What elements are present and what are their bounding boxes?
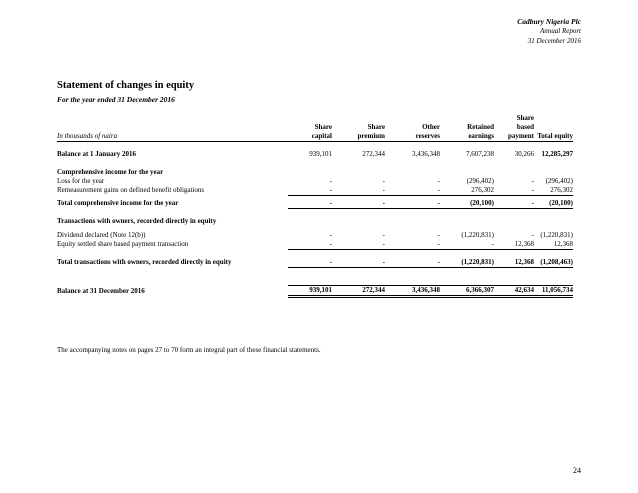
cell: - [531, 176, 534, 185]
row-label: Balance at 1 January 2016 [57, 149, 136, 158]
row-total-comprehensive [57, 199, 573, 209]
col-retained-earnings: Retained earnings [440, 114, 494, 142]
row-label: Total transactions with owners, recorded directly in equity [57, 258, 232, 267]
cell: - [332, 186, 385, 196]
row-loss [57, 177, 573, 186]
row-equity-settled [57, 240, 573, 250]
row-opening-balance [57, 150, 573, 159]
cell: (20,100) [440, 199, 494, 209]
cell: - [288, 258, 332, 268]
col-share-premium: Share premium [332, 114, 385, 142]
cell: (1,220,831) [440, 258, 494, 268]
page-subtitle: For the year ended 31 December 2016 [57, 95, 175, 104]
cell: - [329, 230, 332, 239]
cell: - [332, 240, 385, 250]
page-number: 24 [573, 466, 581, 475]
cell: - [382, 176, 385, 185]
cell: - [437, 176, 440, 185]
cell: 939,101 [309, 149, 332, 158]
cell: 12,285,297 [541, 149, 573, 158]
cell: - [531, 230, 534, 239]
cell: - [385, 240, 440, 250]
equity-statement-table [57, 114, 573, 298]
row-total-transactions [57, 258, 573, 268]
report-date: 31 December 2016 [527, 37, 581, 45]
cell: (1,208,463) [534, 258, 573, 268]
cell: 3,436,348 [385, 286, 440, 297]
section-heading-label: Comprehensive income for the year [57, 167, 164, 176]
cell: 42,634 [494, 286, 534, 297]
cell: - [332, 258, 385, 268]
cell: 272,344 [362, 149, 385, 158]
row-label: Total comprehensive income for the year [57, 199, 179, 208]
col-total-equity: Total equity [534, 114, 573, 142]
cell: (296,402) [545, 176, 573, 185]
cell: - [382, 230, 385, 239]
cell: - [440, 240, 494, 250]
report-name: Annual Report [539, 27, 581, 35]
cell: - [288, 240, 332, 250]
cell: 6,366,307 [440, 286, 494, 297]
page-title: Statement of changes in equity [57, 80, 195, 91]
cell: 272,344 [332, 286, 385, 297]
cell: 12,368 [494, 258, 534, 268]
cell: - [494, 186, 534, 196]
row-remeasurement [57, 186, 573, 196]
col-share-based-payment: Share based payment [494, 114, 534, 142]
cell: 12,368 [494, 240, 534, 250]
col-other-reserves: Other reserves [385, 114, 440, 142]
row-label: Dividend declared (Note 12(b)) [57, 230, 146, 239]
cell: 3,436,348 [412, 149, 440, 158]
cell: (20,100) [534, 199, 573, 209]
cell: - [332, 199, 385, 209]
cell: - [329, 176, 332, 185]
units-label: In thousands of naira [57, 114, 288, 142]
section-heading-comprehensive [57, 168, 573, 177]
company-name: Cadbury Nigeria Plc [517, 17, 581, 26]
row-label: Balance at 31 December 2016 [57, 286, 145, 295]
row-label: Equity settled share based payment transaction [57, 239, 189, 248]
cell: - [385, 258, 440, 268]
cell: 939,101 [288, 286, 332, 297]
cell: 276,302 [534, 186, 573, 196]
row-dividend [57, 231, 573, 240]
footnote: The accompanying notes on pages 27 to 70 form an integral part of these financial statements. [57, 346, 321, 354]
row-label: Remeasurement gains on defined benefit obligations [57, 185, 205, 194]
cell: - [437, 230, 440, 239]
cell: 11,056,734 [534, 286, 573, 297]
cell: 12,368 [534, 240, 573, 250]
table-header-row [57, 114, 573, 142]
cell: (1,220,831) [461, 230, 494, 239]
row-label: Loss for the year [57, 176, 105, 185]
cell: - [288, 199, 332, 209]
cell: (296,402) [466, 176, 494, 185]
cell: - [288, 186, 332, 196]
col-share-capital: Share capital [288, 114, 332, 142]
cell: 30,266 [514, 149, 534, 158]
cell: - [385, 199, 440, 209]
cell: 276,302 [440, 186, 494, 196]
cell: - [494, 199, 534, 209]
cell: 7,607,238 [466, 149, 494, 158]
cell: (1,220,831) [540, 230, 573, 239]
row-closing-balance [57, 286, 573, 297]
cell: - [385, 186, 440, 196]
section-heading-transactions [57, 217, 573, 226]
section-heading-label: Transactions with owners, recorded directly in equity [57, 216, 217, 225]
